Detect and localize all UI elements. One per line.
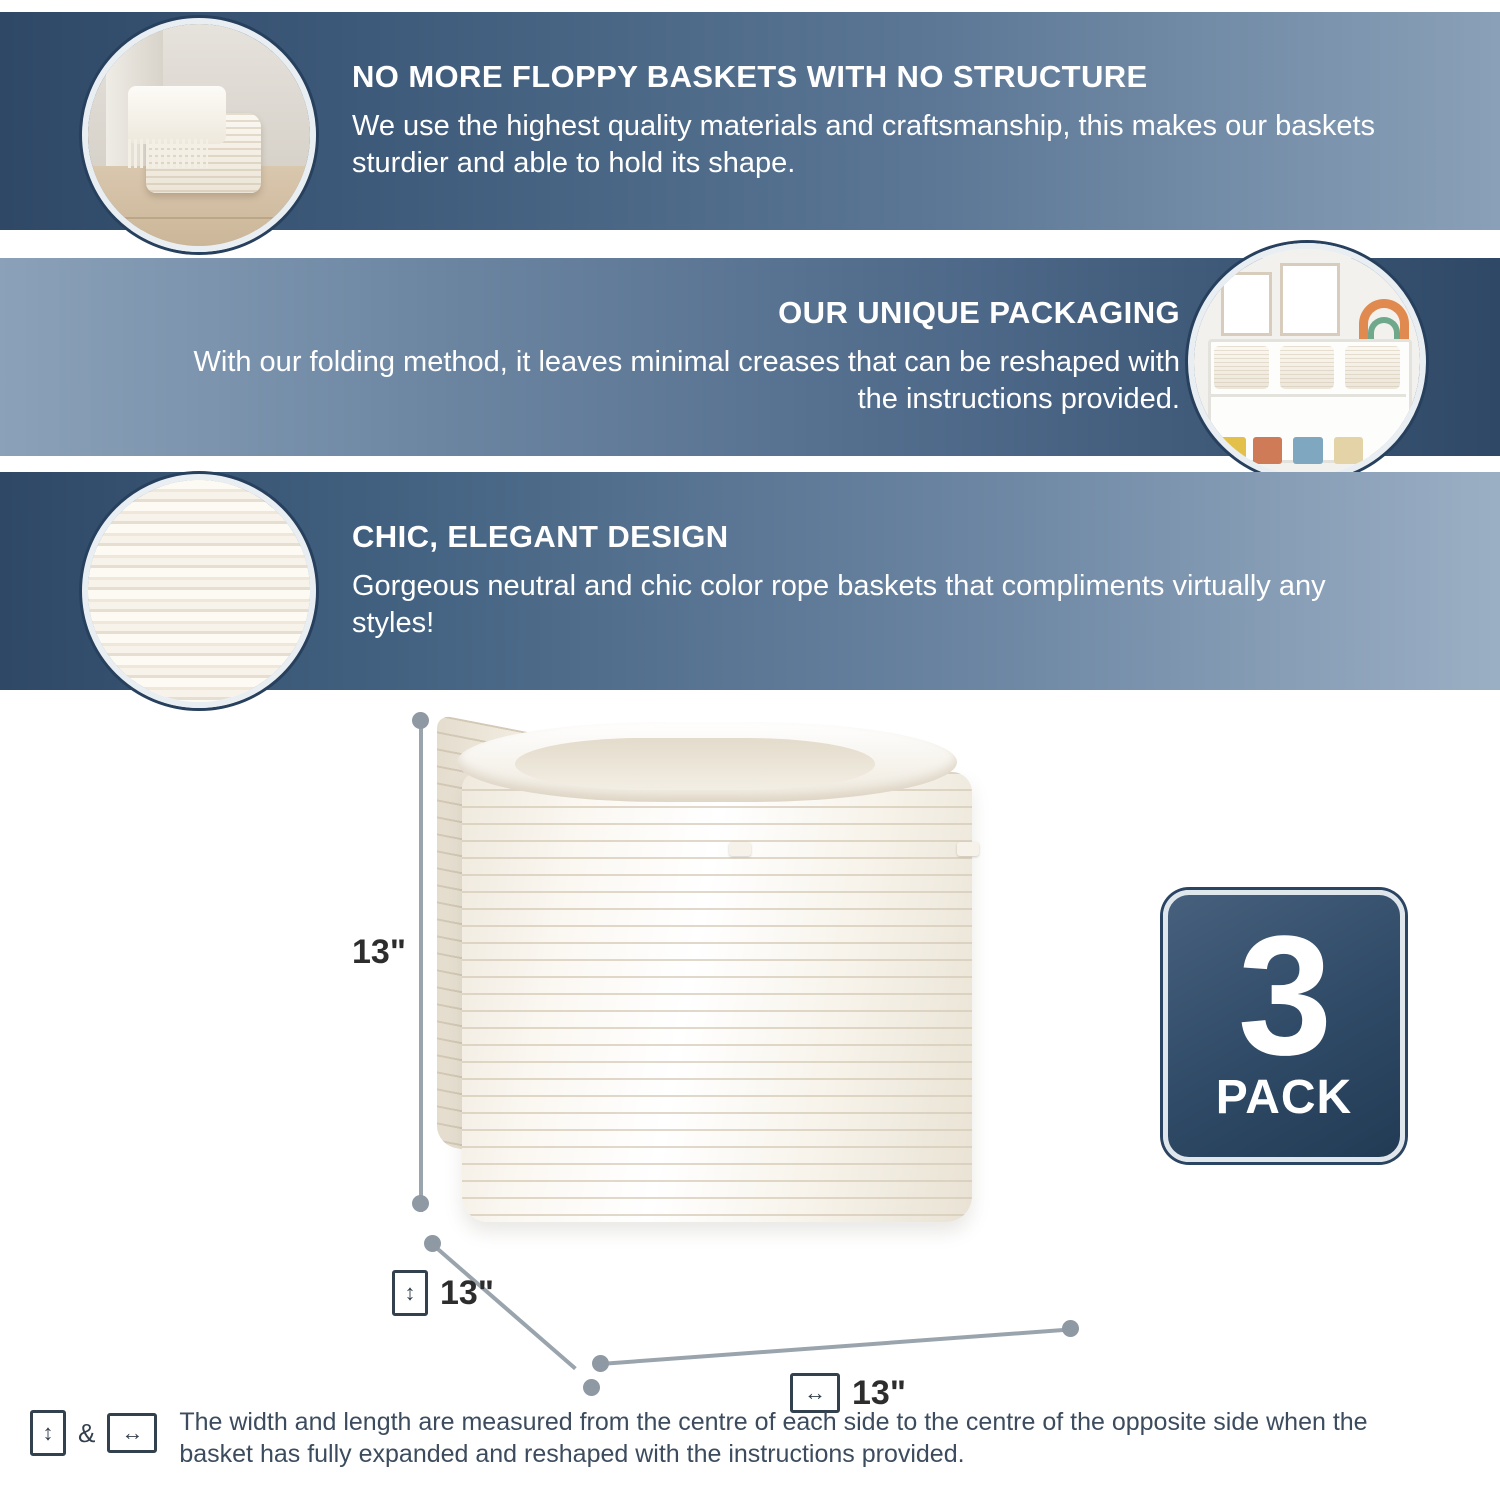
pack-count-number: 3 bbox=[1237, 900, 1331, 1091]
basket-handle-right bbox=[957, 842, 979, 856]
pack-count-word: PACK bbox=[1215, 1071, 1353, 1125]
photo-basket bbox=[1280, 346, 1334, 389]
basket-interior bbox=[515, 738, 875, 790]
basket-handle-left bbox=[729, 842, 751, 856]
pack-count-badge bbox=[1163, 890, 1405, 1162]
banner-title-3: CHIC, ELEGANT DESIGN bbox=[352, 518, 729, 554]
photo-picture-frame bbox=[1280, 263, 1340, 337]
photo-playroom-shelf bbox=[1194, 249, 1420, 475]
photo-blanket-fringe bbox=[128, 139, 208, 168]
measurement-note bbox=[0, 1400, 1500, 1486]
photo-basket-on-floor bbox=[88, 24, 310, 246]
banner-title-2: OUR UNIQUE PACKAGING bbox=[778, 294, 1180, 330]
width-guide-line bbox=[600, 1327, 1077, 1366]
height-guide-dot-top bbox=[412, 712, 429, 729]
banner-body-1: We use the highest quality materials and craftsmanship, this makes our baskets sturdier and able to hold its shape. bbox=[352, 109, 1376, 180]
photo-toy bbox=[1334, 437, 1363, 464]
photo-basket bbox=[1345, 346, 1399, 389]
product-dimension-diagram bbox=[0, 690, 1500, 1410]
photo-picture-frame bbox=[1221, 272, 1272, 337]
vertical-arrow-icon: ↕ bbox=[392, 1270, 428, 1316]
product-basket-illustration bbox=[437, 712, 997, 1222]
basket-front-panel bbox=[462, 772, 972, 1222]
horizontal-arrow-icon: ↔ bbox=[107, 1413, 157, 1453]
photo-toy bbox=[1217, 437, 1246, 464]
vertical-arrow-icon: ↕ bbox=[30, 1410, 66, 1456]
banner-text-2 bbox=[150, 258, 1180, 456]
height-guide-dot-bottom bbox=[412, 1195, 429, 1212]
banner-text-1 bbox=[352, 12, 1382, 230]
measurement-icons bbox=[30, 1410, 157, 1456]
photo-basket bbox=[1214, 346, 1268, 389]
depth-guide-dot-top bbox=[424, 1235, 441, 1252]
feature-image-rope-texture bbox=[82, 474, 316, 708]
banner-body-3: Gorgeous neutral and chic color rope baskets that compliments virtually any styles! bbox=[352, 569, 1326, 640]
width-guide-dot-right bbox=[1062, 1320, 1079, 1337]
width-guide-dot-left bbox=[592, 1355, 609, 1372]
ampersand-label: & bbox=[78, 1417, 96, 1448]
photo-floor-line bbox=[88, 217, 310, 219]
photo-rope-weave bbox=[88, 480, 310, 702]
depth-label: 13" bbox=[440, 1273, 494, 1312]
horizontal-arrow-icon: ↔ bbox=[790, 1373, 840, 1413]
depth-guide-dot-bottom bbox=[583, 1379, 600, 1396]
depth-dimension-chip bbox=[392, 1270, 494, 1316]
feature-image-playroom-shelf bbox=[1188, 243, 1426, 481]
width-label: 13" bbox=[852, 1373, 906, 1412]
banner-title-1: NO MORE FLOPPY BASKETS WITH NO STRUCTURE bbox=[352, 58, 1148, 94]
photo-shelf-divider bbox=[1208, 394, 1407, 397]
height-label: 13" bbox=[352, 933, 406, 971]
photo-toy bbox=[1293, 437, 1322, 464]
height-guide-line bbox=[419, 720, 423, 1212]
banner-text-3 bbox=[352, 472, 1352, 690]
photo-throw-blanket bbox=[128, 86, 226, 144]
measurement-note-text: The width and length are measured from the centre of each side to the centre of the opposite side when the basket has fully expanded and reshaped with the instructions provided. bbox=[179, 1408, 1368, 1468]
photo-rope-texture bbox=[88, 480, 310, 702]
photo-toy bbox=[1253, 437, 1282, 464]
banner-body-2: With our folding method, it leaves minimal creases that can be reshaped with the instructions provided. bbox=[193, 345, 1180, 416]
feature-image-basket-on-floor bbox=[82, 18, 316, 252]
